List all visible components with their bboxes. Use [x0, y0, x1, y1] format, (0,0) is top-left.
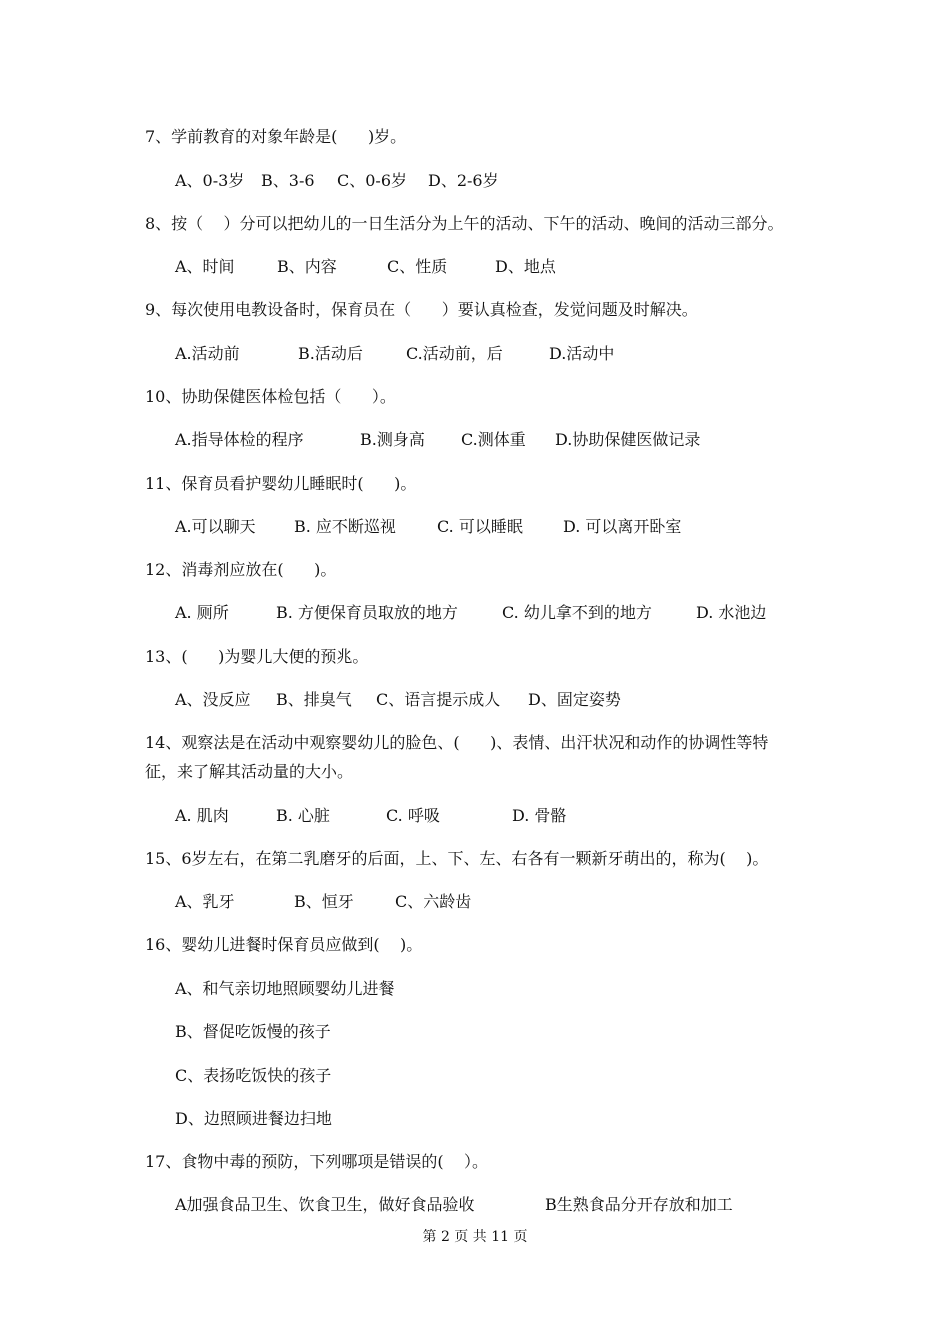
- option-c: C、0-6岁: [337, 171, 408, 190]
- question-8: 8、按（ ）分可以把幼儿的一日生活分为上午的活动、下午的活动、晚间的活动三部分。: [145, 214, 784, 233]
- option-a: A. 肌肉: [175, 806, 229, 825]
- question-16-option-c: C、表扬吃饭快的孩子: [175, 1066, 332, 1085]
- option-d: D、地点: [495, 257, 556, 276]
- option-d: D.协助保健医做记录: [555, 430, 701, 449]
- option-b: B生熟食品分开存放和加工: [545, 1195, 733, 1214]
- option-b: B.测身高: [360, 430, 425, 449]
- option-d: D. 可以离开卧室: [563, 517, 682, 536]
- option-a: A.指导体检的程序: [175, 430, 304, 449]
- question-17: 17、食物中毒的预防，下列哪项是错误的( ）。: [145, 1152, 488, 1171]
- option-b: B. 心脏: [276, 806, 330, 825]
- question-7: 7、学前教育的对象年龄是( )岁。: [145, 127, 407, 146]
- option-b: B、内容: [277, 257, 337, 276]
- question-15: 15、6岁左右，在第二乳磨牙的后面，上、下、左、右各有一颗新牙萌出的，称为( )。: [145, 849, 769, 868]
- question-16-option-b: B、督促吃饭慢的孩子: [175, 1022, 331, 1041]
- option-d: D.活动中: [549, 344, 615, 363]
- question-12: 12、消毒剂应放在( )。: [145, 560, 337, 579]
- option-c: C、语言提示成人: [376, 690, 501, 709]
- option-b: B.活动后: [298, 344, 363, 363]
- option-c: C. 呼吸: [386, 806, 440, 825]
- option-a: A、0-3岁: [175, 171, 245, 190]
- option-a: A. 厕所: [175, 603, 229, 622]
- option-a: A、没反应: [175, 690, 251, 709]
- question-10: 10、协助保健医体检包括（ ）。: [145, 387, 396, 406]
- option-a: A.可以聊天: [175, 517, 256, 536]
- option-d: D. 水池边: [696, 603, 767, 622]
- option-b: B、3-6: [261, 171, 315, 190]
- option-c: C. 可以睡眠: [437, 517, 523, 536]
- option-b: B. 应不断巡视: [294, 517, 396, 536]
- option-a: A、时间: [175, 257, 235, 276]
- option-d: D、固定姿势: [528, 690, 621, 709]
- option-b: B. 方便保育员取放的地方: [276, 603, 458, 622]
- option-c: C、性质: [387, 257, 448, 276]
- option-d: D、2-6岁: [428, 171, 499, 190]
- question-11: 11、保育员看护婴幼儿睡眠时( )。: [145, 474, 417, 493]
- option-b: B、恒牙: [294, 892, 354, 911]
- question-13: 13、( )为婴儿大便的预兆。: [145, 647, 369, 666]
- option-c: C. 幼儿拿不到的地方: [502, 603, 652, 622]
- question-9: 9、每次使用电教设备时，保育员在（ ）要认真检查，发觉问题及时解决。: [145, 300, 698, 319]
- question-16-option-a: A、和气亲切地照顾婴幼儿进餐: [175, 979, 395, 998]
- option-a: A、乳牙: [175, 892, 235, 911]
- option-d: D. 骨骼: [512, 806, 567, 825]
- option-c: C.测体重: [461, 430, 526, 449]
- question-14-line-1: 14、观察法是在活动中观察婴幼儿的脸色、( )、表情、出汗状况和动作的协调性等特: [145, 733, 769, 752]
- question-16-option-d: D、边照顾进餐边扫地: [175, 1109, 332, 1128]
- option-a: A.活动前: [175, 344, 240, 363]
- option-c: C.活动前，后: [406, 344, 503, 363]
- page-number-footer: 第 2 页 共 11 页: [422, 1229, 528, 1245]
- option-c: C、六龄齿: [395, 892, 472, 911]
- option-a: A加强食品卫生、饮食卫生，做好食品验收: [175, 1195, 475, 1214]
- question-14-line-2: 征，来了解其活动量的大小。: [145, 762, 354, 781]
- option-b: B、排臭气: [276, 690, 352, 709]
- question-16: 16、婴幼儿进餐时保育员应做到( )。: [145, 935, 423, 954]
